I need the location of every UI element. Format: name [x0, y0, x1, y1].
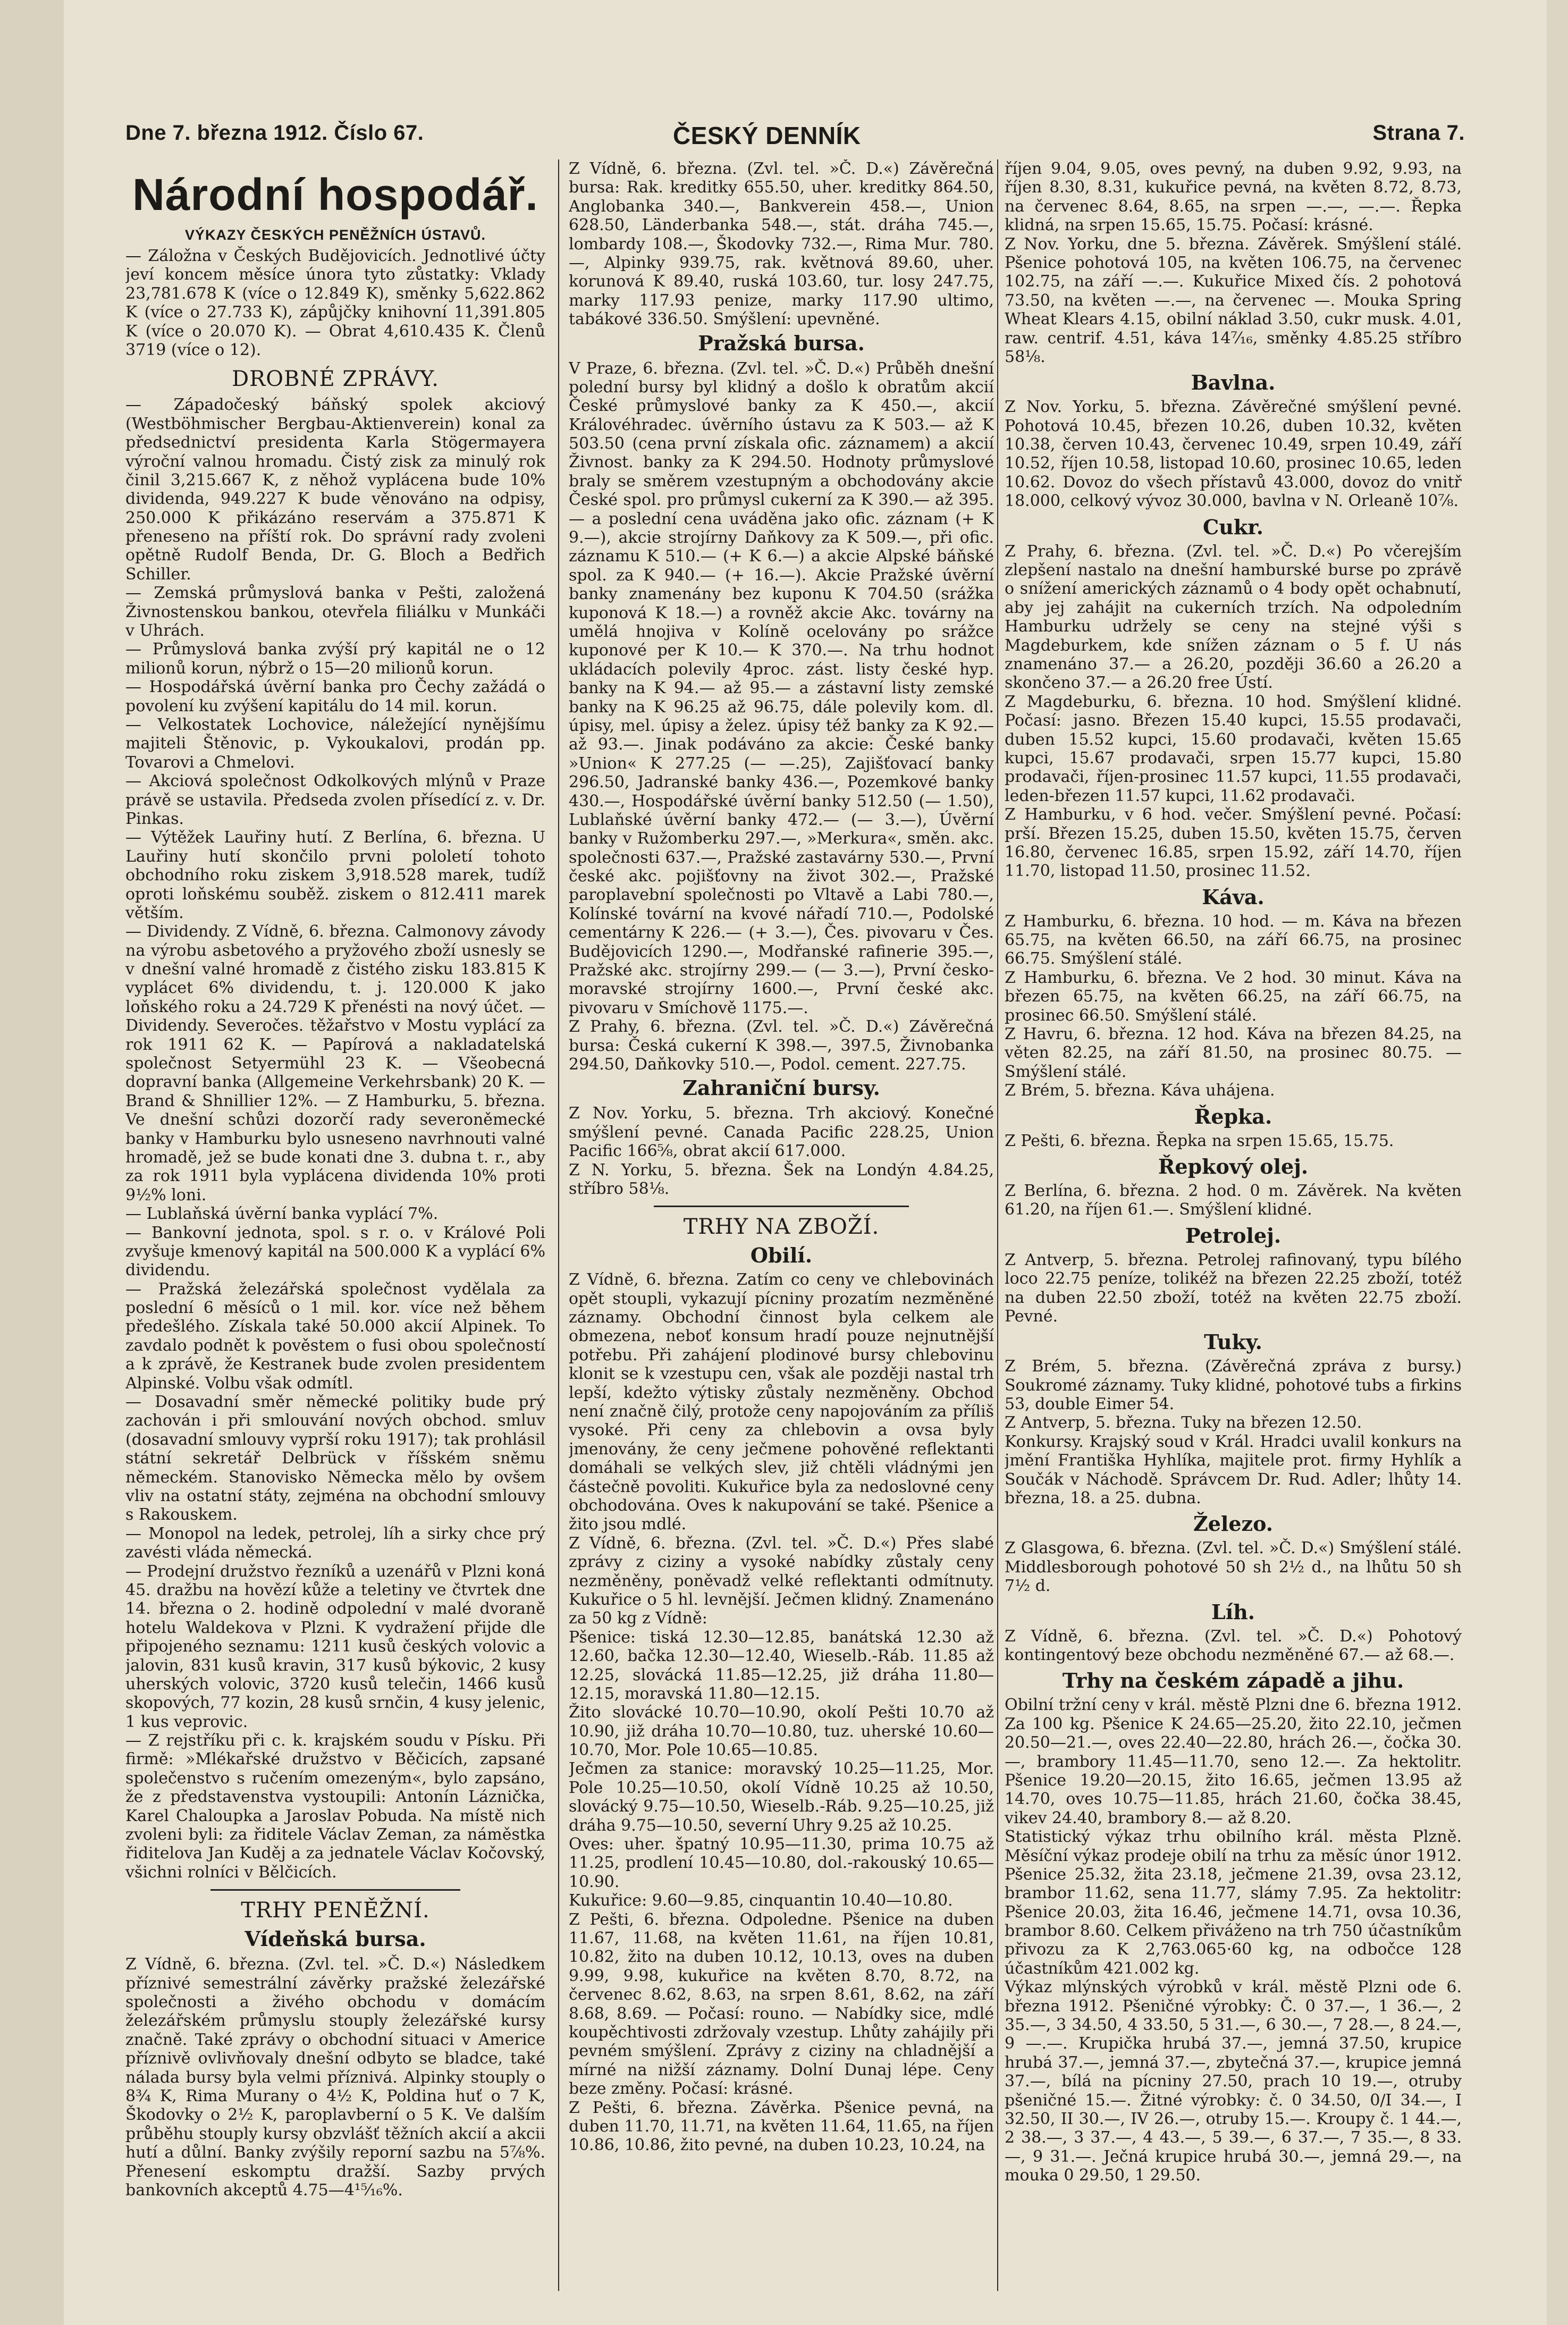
commodity-heading: Řepka.	[1194, 1104, 1272, 1128]
article-paragraph: — Velkostatek Lochovice, náležející nynějšímu majiteli Štěnovic, p. Vykoukalovi, prodán pp. Tovarovi a Chmelovi.	[125, 715, 545, 772]
article-paragraph: Obilní tržní ceny v král. městě Plzni dne 6. března 1912. Za 100 kg. Pšenice K 24.65—25.20, žito 22.10, ječmen 20.50—21.—, oves 22.40—22.80, hrách 26.—, čočka 30.—, brambory 11.45—11.70, seno 12.—. Za hektolitr. Pšenice 19.20—20.15, žito 16.65, ječmen 13.95 až 14.70, oves 10.75—11.85, hrách 21.60, čočka 38.45, vikev 24.40, brambory 8.— až 8.20.	[1005, 1696, 1462, 1827]
article-paragraph: Z Vídně, 6. března. (Zvl. tel. »Č. D.«) Závěrečná bursa: Rak. kreditky 655.50, uher. kreditky 864.50, Anglobanka 340.—, Bankverein 458.—, Union 628.50, Länderbanka 548.—, stát. dráha 745.—, lombardy 108.—, Škodovky 732.—, Rima Mur. 780.—, Alpinky 939.75, rak. květnová 89.60, uher. korunová K 89.40, ruská 103.60, tur. losy 247.75, marky 117.93 penize, marky 117.90 ultimo, tabákové 336.50. Smýšlení: upevněné.	[569, 159, 994, 329]
commodity-heading: Bavlna.	[1191, 370, 1276, 395]
article-paragraph: Výkaz mlýnských výrobků v král. městě Plzni ode 6. března 1912. Pšeničné výrobky: Č. 0 37.—, 1 36.—, 2 35.—, 3 34.50, 4 33.50, 5 31.—, 6 30.—, 7 28.—, 8 24.—, 9 —.—. Krupička hrubá 37.—, jemná 37.50, krupice hrubá 37.—, jemná 37.—, zbytečná 37.—, krupice jemná 37.—, bílá na pícniny 27.50, prach 10 19.—, otruby pšeničné 15.—. Žitné výrobky: č. 0 34.50, 0/I 34.—, I 32.50, II 30.—, IV 26.—, otruby 15.—. Kroupy č. 1 44.—, 2 38.—, 3 37.—, 4 43.—, 5 39.—, 6 37.—, 7 35.—, 8 33.—, 9 31.—. Ječná krupice hrubá 30.—, jemná 29.—, na mouka 0 29.50, 1 29.50.	[1005, 1978, 1462, 2185]
commodity-heading: Líh.	[1211, 1599, 1255, 1624]
issue-date: Dne 7. března 1912. Číslo 67.	[125, 121, 424, 145]
article-paragraph: Z Vídně, 6. března. Zatím co ceny ve chlebovinách opět stoupli, vykazují pícniny prozatím nezměněné záznamy. Obchodní činnost byla celkem ale obmezena, neboť konsum hradí pouze nejnutnější potřebu. Při zahájení plodinové bursy chlebovinu klonit se k vzestupu cen, však ale později nastal trh lepší, kdežto výtisky zůstaly nezměněny. Obchod není značně čilý, protože ceny napojováním za příliš vysoké. Při ceny za chlebovin a ovsa byly jmenovány, že ceny ječmene pohověné reflektanti domáhali se velkých slev, již chtěli vládnými jen částečně povoliti. Kukuřice byla za nedoslovné ceny obchodována. Oves k nakupování se také. Pšenice a žito jsou mdlé.	[569, 1270, 994, 1534]
commodity-heading: Železo.	[1193, 1512, 1273, 1536]
article-paragraph: Z Hamburku, 6. března. 10 hod. — m. Káva na březen 65.75, na květen 66.50, na září 66.75, na prosinec 66.75. Smýšlení stálé.	[1005, 912, 1462, 968]
commodity-heading: Petrolej.	[1185, 1223, 1282, 1248]
column-2	[569, 159, 994, 2291]
commodity-heading: Řepkový olej.	[1158, 1154, 1309, 1178]
article-paragraph: Z Antverp, 5. března. Tuky na březen 12.50.	[1005, 1413, 1362, 1433]
column-divider	[558, 159, 559, 2291]
article-paragraph: Pšenice: tiská 12.30—12.85, banátská 12.30 až 12.60, bačka 12.30—12.40, Wieselb.-Ráb. 11.85 až 12.25, slovácká 11.85—12.25, již dráha 11.80—12.15, moravská 11.80—12.15.	[569, 1628, 994, 1703]
article-paragraph: — Záložna v Českých Budějovicích. Jednotlivé účty jeví koncem měsíce února tyto zůstatky: Vklady 23,781.678 K (více o 12.849 K), směnky 5,622.862 K (více o 27.733 K), zápůjčky knihovní 11,391.805 K (více o 20.070 K). — Obrat 4,610.435 K. Členů 3719 (více o 12).	[125, 247, 545, 359]
article-paragraph: — Bankovní jednota, spol. s r. o. v Králové Poli zvyšuje kmenový kapitál na 500.000 K a vyplácí 6% dividendu.	[125, 1223, 545, 1280]
article-paragraph: Z Pešti, 6. března. Řepka na srpen 15.65, 15.75.	[1005, 1131, 1394, 1150]
article-paragraph: — Z rejstříku při c. k. krajském soudu v Písku. Při firmě: »Mlékařské družstvo v Běčicích, zapsané společenstvo s ručením omezeným«, bylo zapsáno, že z představenstva vystoupili: Antonín Láznička, Karel Chaloupka a Jaroslav Pobuda. Na místě nich zvoleni byli: za řiditele Václav Zeman, za náměstka řiditelova Jan Kuděj a za jednatele Václav Kočovský, všichni rolníci v Bělčicích.	[125, 1731, 545, 1882]
article-paragraph: Konkursy. Krajský soud v Král. Hradci uvalil konkurs na jmění Františka Hyhlíka, majitele prot. firmy Hyhlík a Součák v Náchodě. Správcem Dr. Rud. Adler; lhůty 14. března, 18. a 25. dubna.	[1005, 1432, 1462, 1508]
article-paragraph: — Pražská železářská společnost vydělala za poslední 6 měsíců o 1 mil. kor. více než během předešlého. Získala také 50.000 akcií Alpinek. To zavdalo podnět k pověstem o fusi obou společností a k zprávě, že Kestranek bude zvolen presidentem Alpinské. Volbu však odmítl.	[125, 1279, 545, 1393]
article-paragraph: Z Glasgowa, 6. března. (Zvl. tel. »Č. D.«) Smýšlení stálé. Middlesborough pohotové 50 sh 2½ d., na lhůtu 50 sh 7½ d.	[1005, 1539, 1462, 1596]
article-paragraph: — Monopol na ledek, petrolej, líh a sirky chce prý zavésti vláda německá.	[125, 1524, 545, 1562]
article-paragraph: Z Nov. Yorku, dne 5. března. Závěrek. Smýšlení stálé. Pšenice pohotová 105, na květen 106.75, na červenec 102.75, na září —.—. Kukuřice Mixed čís. 2 pohotová 73.50, na květen —.—, na červenec —. Mouka Spring Wheat Klears 4.15, obilní náklad 3.50, cukr musk. 4.01, raw. centrif. 4.51, káva 14⁷⁄₁₆, směnky 4.85.25 stříbro 58⅛.	[1005, 234, 1462, 366]
article-paragraph: — Průmyslová banka zvýší prý kapitál ne o 12 milionů korun, nýbrž o 15—20 milionů korun.	[125, 640, 545, 678]
separator-rule	[654, 1206, 909, 1207]
article-paragraph: Z Vídně, 6. března. (Zvl. tel. »Č. D.«) Následkem příznivé semestrální závěrky pražské železářské společnosti a živého obchodu v domácím železářském průmyslu stouply železářské kursy značně. Také zprávy o obchodní situaci v Americe příznivě ovlivňovaly dnešní odbyto se bladce, také nálada bursy byla velmi příznivá. Alpinky stouply o 8¾ K, Rima Murany o 4½ K, Poldina huť o 7 K, Škodovky o 2½ K, paroplavberní o 5 K. Ve dalším průběhu stouply kursy obzvlášť těžních akcií a akcii hutí a důlní. Banky zvýšily reporní sazbu na 5⅞%. Přenesení eskomptu dražší. Sazby prvých bankovních akceptů 4.75—4¹⁵⁄₁₆%.	[125, 1955, 545, 2200]
article-paragraph: — Výtěžek Lauřiny hutí. Z Berlína, 6. března. U Lauřiny hutí skončilo prvni pololetí tohoto obchodního roku ziskem 3,918.528 marek, tudíž oproti loňskému souběž. ziskem o 812.411 marek větším.	[125, 828, 545, 922]
article-paragraph: Z Vídně, 6. března. (Zvl. tel. »Č. D.«) Pohotový kontingentový beze obchodu nezměněné 67.— až 68.—.	[1005, 1627, 1462, 1664]
article-paragraph: — Hospodářská úvěrní banka pro Čechy zažádá o povolení ku zvýšení kapitálu do 14 mil. korun.	[125, 678, 545, 715]
article-paragraph: — Akciová společnost Odkolkových mlýnů v Praze právě se ustavila. Předseda zvolen přísedící z. v. Dr. Pinkas.	[125, 772, 545, 828]
page-number: Strana 7.	[1372, 121, 1465, 145]
section-heading: DROBNÉ ZPRÁVY.	[232, 367, 439, 392]
article-paragraph: Z Havru, 6. března. 12 hod. Káva na březen 84.25, na věten 82.25, na září 81.50, na prosinec 80.75. — Smýšlení stálé.	[1005, 1025, 1462, 1081]
separator-rule	[210, 1889, 460, 1891]
article-paragraph: — Zemská průmyslová banka v Pešti, založená Živnostenskou bankou, otevřela filiálku v Munkáči v Uhrách.	[125, 584, 545, 641]
article-paragraph: — Prodejní družstvo řezníků a uzenářů v Plzni koná 45. dražbu na hovězí kůže a teletiny ve čtvrtek dne 14. března o 2. hodině odpolední v malé dvoraně hotelu Waldekova v Plzni. K vydražení přijde dle připojeného seznamu: 1211 kusů českých volovic a jalovin, 831 kusů kravin, 317 kusů býkovic, 2 kusy uherských volovic, 3720 kusů telečin, 1466 kusů skopových, 77 kozin, 28 kusů srnčin, 4 kusy jelenic, 1 kus veprovic.	[125, 1562, 545, 1731]
newspaper-name: ČESKÝ DENNÍK	[673, 122, 861, 149]
page-header	[125, 121, 1465, 153]
article-paragraph: Z N. Yorku, 5. března. Šek na Londýn 4.84.25, stříbro 58⅛.	[569, 1160, 994, 1198]
article-paragraph: Žito slovácké 10.70—10.90, okolí Pešti 10.70 až 10.90, již dráha 10.70—10.80, tuz. uherské 10.60—10.70, Mor. Pole 10.65—10.85.	[569, 1703, 994, 1760]
article-paragraph: Z Brém, 5. března. Káva uhájena.	[1005, 1081, 1275, 1100]
page-margin-right	[1547, 0, 1568, 2325]
article-paragraph: Z Prahy, 6. března. (Zvl. tel. »Č. D.«) Závěrečná bursa: Česká cukerní K 398.—, 397.5, Živnobanka 294.50, Daňkovky 510.—, Podol. cement. 227.75.	[569, 1017, 994, 1074]
section-subtitle: VÝKAZY ČESKÝCH PENĚŽNÍCH ÚSTAVŮ.	[184, 227, 486, 243]
section-heading: TRHY PENĚŽNÍ.	[241, 1898, 430, 1923]
commodity-heading: Obilí.	[750, 1243, 813, 1268]
article-paragraph: Z Prahy, 6. března. (Zvl. tel. »Č. D.«) Po včerejším zlepšení nastalo na dnešní hamburské burse po zprávě o snížení amerických záznamů o 4 body opět ochabnutí, aby jej zahájit na cukerních trzích. Na odpoledním Hamburku udržely se ceny na stejné výši s Magdeburkem, kde snížen záznam o 5 f. U nás znamenáno 37.— a 26.20, později 36.60 a 26.20 a skončeno 37.— a 26.20 free Ústí.	[1005, 542, 1462, 693]
column-divider	[997, 159, 998, 2291]
article-paragraph: Z Hamburku, v 6 hod. večer. Smýšlení pevné. Počasí: prší. Březen 15.25, duben 15.50, květen 15.75, červen 16.80, červenec 16.85, srpen 15.92, září 14.70, říjen 11.70, listopad 11.50, prosinec 11.52.	[1005, 805, 1462, 881]
article-paragraph: Z Berlína, 6. března. 2 hod. 0 m. Závěrek. Na květen 61.20, na říjen 61.—. Smýšlení klidné.	[1005, 1181, 1462, 1219]
commodity-heading: Tuky.	[1204, 1330, 1262, 1354]
article-paragraph: Z Hamburku, 6. března. Ve 2 hod. 30 minut. Káva na březen 65.75, na květen 66.25, na září 66.75, na prosinec 66.50. Smýšlení stálé.	[1005, 968, 1462, 1025]
article-paragraph: — Lublaňská úvěrní banka vyplácí 7%.	[125, 1204, 439, 1224]
article-paragraph: Z Pešti, 6. března. Závěrka. Pšenice pevná, na duben 11.70, 11.71, na květen 11.64, 11.65, na říjen 10.86, 10.86, žito pevné, na duben 10.23, 10.24, na	[569, 2098, 994, 2155]
article-paragraph: říjen 9.04, 9.05, oves pevný, na duben 9.92, 9.93, na říjen 8.30, 8.31, kukuřice pevná, na květen 8.72, 8.73, na červenec 8.64, 8.65, na srpen —.—, —.—. Řepka klidná, na srpen 15.65, 15.75. Počasí: krásné.	[1005, 159, 1462, 235]
article-paragraph: Z Antverp, 5. března. Petrolej rafinovaný, typu bílého loco 22.75 peníze, tolikéž na březen 22.25 zboží, totéž na duben 22.50 zboží, totéž na květen 22.75 zboží. Pevné.	[1005, 1250, 1462, 1326]
article-paragraph: Z Pešti, 6. března. Odpoledne. Pšenice na duben 11.67, 11.68, na květen 11.61, na říjen 10.81, 10.82, žito na duben 10.12, 10.13, oves na duben 9.99, 9.98, kukuřice na květen 8.70, 8.72, na červenec 8.62, 8.63, na srpen 8.61, 8.62, na září 8.68, 8.69. — Počasí: rouno. — Nabídky sice, mdlé koupěchtivosti zdržovaly vzestup. Lhůty zahájily při pevném smýšlení. Zprávy z ciziny na chladnější a mírné na nižší záznamy. Dolní Dunaj lépe. Ceny beze změny. Počasí: krásné.	[569, 1910, 994, 2099]
article-paragraph: Z Vídně, 6. března. (Zvl. tel. »Č. D.«) Přes slabé zprávy z ciziny a vysoké nabídky zůstaly ceny nezměněny, poněvadž velké reflektanti odmítnuty. Kukuřice o 5 hl. levnější. Ječmen klidný. Znamenáno za 50 kg z Vídně:	[569, 1534, 994, 1628]
column-3	[1005, 159, 1462, 2291]
page-margin-left	[0, 0, 64, 2325]
article-paragraph: V Praze, 6. března. (Zvl. tel. »Č. D.«) Průběh dnešní polední bursy byl klidný a došlo k obratům akcií České průmyslové banky za K 450.—, akcií Královéhradec. úvěrního ústavu za K 503.— až K 503.50 (cena první získala ofic. záznamem) a akcií Živnost. banky za K 294.50. Hodnoty průmyslové braly se směrem vzestupným a obchodovány akcie České spol. pro průmysl cukerní za K 390.— až 395.— a poslední cena uváděna jako ofic. záznam (+ K 9.—), akcie strojírny Daňkovy za K 509.—, při ofic. záznamu K 510.— (+ K 6.—) a akcie Alpské báňské spol. za K 940.— (+ 16.—). Akcie Pražské úvěrní banky znamenány bez kuponu K 704.50 (srážka kuponová K 18.—) a rovněž akcie Akc. továrny na umělá hnojiva v Kolíně ocelovány po srážce kuponové per K 10.— K 370.—. Na trhu hodnot ukládacích polevily 4proc. zást. listy české hyp. banky na K 94.— až 95.— a zástavní listy zemské banky na K 96.25 až 96.75, dále polevily kom. dl. úpisy, mel. úpisy a želez. úpisy též banky za K 92.— až 93.—. Jinak podáváno za akcie: České banky »Union« K 277.25 (— —.25), Zajišťovací banky 296.50, Jadranské banky 436.—, Pozemkové banky 430.—, Hospodářské úvěrní banky 512.50 (— 1.50), Lublaňské úvěrní banky 472.— (— 3.—), Úvěrní banky v Ružomberku 297.—, »Merkura«, směn. akc. společnosti 637.—, Pražské zastavárny 530.—, První české akc. pojišťovny na život 302.—, Pražské paroplavební společnosti po Vltavě a Labi 780.—, Kolínské tovární na kvové nářadí 710.—, Podolské cementárny K 226.— (+ 3.—), Čes. pivovaru v Čes. Budějovicích 1290.—, Modřanské rafinerie 395.—, Pražské akc. strojírny 299.— (— 3.—), První česko-moravské strojírny 1600.—, První české akc. pivovaru v Smíchově 1175.—.	[569, 359, 994, 1017]
article-paragraph: Statistický výkaz trhu obilního král. města Plzně. Měsíční výkaz prodeje obilí na trhu za měsíc únor 1912. Pšenice 25.32, žita 23.18, ječmene 21.39, ovsa 23.12, brambor 11.62, sena 11.77, slámy 7.95. Za hektolitr: Pšenice 20.03, žita 16.46, ječmene 14.71, ovsa 10.36, brambor 8.60. Celkem přiváženo na trh 750 účastníkům přivozu za K 2,763.065·60 kg, na odbočce 128 účastníkům 421.002 kg.	[1005, 1827, 1462, 1978]
article-paragraph: Ječmen za stanice: moravský 10.25—11.25, Mor. Pole 10.25—10.50, okolí Vídně 10.25 až 10.50, slovácký 9.75—10.50, Wieselb.-Ráb. 9.25—10.25, již dráha 9.75—10.50, severní Uhry 9.25 až 10.25.	[569, 1759, 994, 1835]
article-paragraph: — Dividendy. Z Vídně, 6. března. Calmonovy závody na výrobu asbetového a pryžového zboží usnesly se v dnešní valné hromadě z čistého zisku 183.815 K vyplácet 6% dividendu, t. j. 120.000 K jako loňského roku a 24.729 K přenésti na nový účet. — Dividendy. Severočes. těžařstvo v Mostu vyplácí za rok 1911 62 K. — Papírová a nakladatelská společnost Setyermühl 23 K. — Všeobecná dopravní banka (Allgemeine Verkehrsbank) 20 K. — Brand & Shnillier 12%. — Z Hamburku, 5. března. Ve dnešní schůzi dozorčí rady severoněmecké banky v Hamburku bylo usneseno navrhnouti valné hromadě, jež se bude konati dne 3. dubna t. r., aby za rok 1911 byla vyplácena dividenda 10% proti 9½% loni.	[125, 922, 545, 1204]
commodity-heading: Káva.	[1202, 884, 1264, 909]
section-title: Národní hospodář.	[132, 170, 538, 220]
article-paragraph: Kukuřice: 9.60—9.85, cinquantin 10.40—10.80.	[569, 1891, 953, 1910]
article-paragraph: Z Magdeburku, 6. března. 10 hod. Smýšlení klidné. Počasí: jasno. Březen 15.40 kupci, 15.55 prodavači, duben 15.52 kupci, 15.60 prodavači, květen 15.65 kupci, 15.67 prodavači, srpen 15.77 kupci, 15.80 prodavači, říjen-prosinec 11.57 kupci, 11.55 prodavači, leden-březen 11.57 kupci, 11.62 prodavači.	[1005, 692, 1462, 805]
article-paragraph: — Západočeský báňský spolek akciový (Westböhmischer Bergbau-Aktienverein) konal za předsednictví presidenta Karla Stögermayera výroční valnou hromadu. Čistý zisk za minulý rok činil 3,215.667 K, z něhož vyplácena bude 10% dividenda, 949.227 K bude věnováno na odpisy, 250.000 K přikázáno reservám a 375.871 K přeneseno na příští rok. Do správní rady zvoleni opětně Rudolf Benda, Dr. G. Bloch a Bedřich Schiller.	[125, 395, 545, 584]
article-paragraph: Z Nov. Yorku, 5. března. Závěrečné smýšlení pevné. Pohotová 10.45, březen 10.26, duben 10.32, květen 10.38, červen 10.43, červenec 10.49, srpen 10.49, září 10.52, říjen 10.58, listopad 10.60, prosinec 10.65, leden 10.62. Dovoz do všech přístavů 43.000, dovoz do vnitř 18.000, celkový vývoz 30.000, bavlna v N. Orleaně 10⅞.	[1005, 398, 1462, 511]
article-paragraph: Z Nov. Yorku, 5. března. Trh akciový. Konečné smýšlení pevné. Canada Pacific 228.25, Union Pacific 166⅝, obrat akcií 617.000.	[569, 1104, 994, 1161]
section-heading: TRHY NA ZBOŽÍ.	[683, 1215, 880, 1240]
article-paragraph: — Dosavadní směr německé politiky bude prý zachován i při smlouvání nových obchod. smluv (dosavadní smlouvy vyprší roku 1917); tak prohlásil státní sekretář Delbrück v říšském sněmu německém. Stanovisko Německa mělo by ovšem vliv na ostatní státy, zejména na obchodní smlouvy s Rakouskem.	[125, 1393, 545, 1524]
commodity-heading: Cukr.	[1203, 515, 1263, 539]
subsection-heading: Zahraniční bursy.	[682, 1076, 880, 1100]
column-1	[125, 159, 545, 2291]
subsection-heading: Pražská bursa.	[698, 331, 865, 355]
article-paragraph: Z Brém, 5. března. (Závěrečná zpráva z bursy.) Soukromé záznamy. Tuky klidné, pohotové tubs a firkins 53, double Eimer 54.	[1005, 1357, 1462, 1414]
subsection-heading: Vídeňská bursa.	[245, 1927, 426, 1951]
commodity-heading: Trhy na českém západě a jihu.	[1062, 1669, 1404, 1693]
article-paragraph: Oves: uher. špatný 10.95—11.30, prima 10.75 až 11.25, prodlení 10.45—10.80, dol.-rakouský 10.65—10.90.	[569, 1835, 994, 1891]
